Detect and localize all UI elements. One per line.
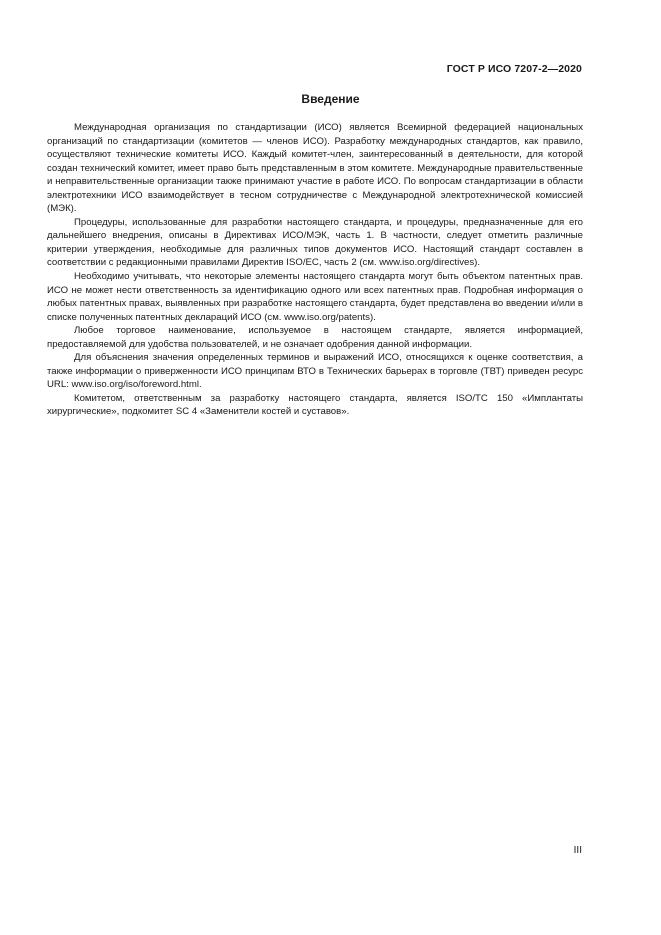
section-title: Введение [301, 92, 360, 106]
body-text [47, 121, 583, 419]
paragraph-committee: Комитетом, ответственным за разработку настоящего стандарта, является ISO/TC 150 «Имплантаты хирургические», подкомитет SC 4 «Заменители костей и суставов». [47, 392, 583, 418]
paragraph-iso-overview: Международная организация по стандартизации (ИСО) является Всемирной федерацией национальных организаций по стандартизации (комитетов — членов ИСО). Разработку международных стандартов, как правило, осуществляют технические комитеты ИСО. Каждый комитет-член, заинтересованный в деятельности, для которой создан технический комитет, имеет право быть представленным в этом комитете. Международные правительственные и неправительственные организации также принимают участие в работе ИСО. По вопросам стандартизации в области электротехники ИСО взаимодействует в тесном сотрудничестве с Международной электротехнической комиссией (МЭК). [47, 122, 583, 215]
document-header-id: ГОСТ Р ИСО 7207-2—2020 [446, 63, 582, 75]
paragraph-procedures: Процедуры, использованные для разработки настоящего стандарта, и процедуры, предназначенные для его дальнейшего внедрения, описаны в Директивах ИСО/МЭК, часть 1. В частности, следует отметить различные критерии утверждения, необходимые для различных типов документов ИСО. Настоящий стандарт составлен в соответствии с редакционными правилами Директив ISO/ЕС, часть 2 (см. www.iso.org/directives). [47, 216, 583, 269]
paragraph-trade-names: Любое торговое наименование, используемое в настоящем стандарте, является информацией, предоставляемой для удобства пользователей, и не означает одобрения данной информации. [47, 325, 583, 350]
paragraph-conformity-terms: Для объяснения значения определенных терминов и выражений ИСО, относящихся к оценке соответствия, а также информации о приверженности ИСО принципам ВТО в Технических барьерах в торговле (ТВТ) приведен ресурс URL: www.iso.org/iso/foreword.html. [47, 352, 583, 391]
page-number: III [573, 845, 582, 856]
paragraph-patent-rights: Необходимо учитывать, что некоторые элементы настоящего стандарта могут быть объектом патентных прав. ИСО не может нести ответственность за идентификацию одного или всех патентных прав. Подробная информация о любых патентных правах, выявленных при разработке настоящего стандарта, будет представлена во введении и/или в списке полученных патентных деклараций ИСО (см. www.iso.org/patents). [47, 271, 583, 323]
